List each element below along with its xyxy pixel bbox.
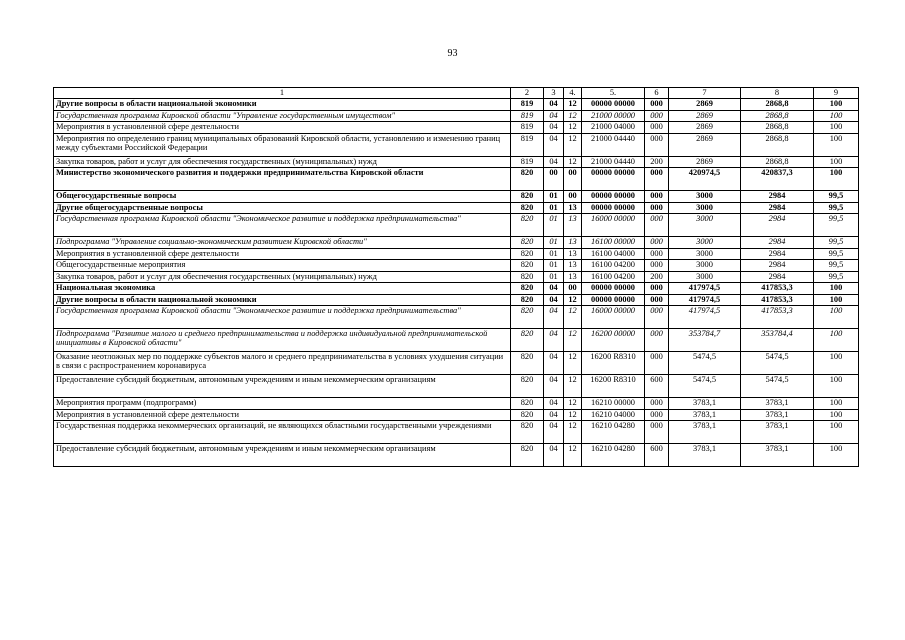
subsection-code-cell: 12 xyxy=(564,133,582,156)
subsection-code-cell: 00 xyxy=(564,191,582,203)
target-article-cell: 16000 00000 xyxy=(582,214,645,237)
actual-amount-cell: 2984 xyxy=(741,248,814,260)
target-article-cell: 00000 00000 xyxy=(582,283,645,295)
percent-cell: 100 xyxy=(814,156,859,168)
row-name-cell: Другие вопросы в области национальной экономики xyxy=(54,99,511,111)
target-article-cell: 00000 00000 xyxy=(582,168,645,191)
table-body xyxy=(54,99,859,467)
ministry-code-cell: 820 xyxy=(511,191,544,203)
expense-type-cell: 000 xyxy=(645,191,669,203)
percent-cell: 100 xyxy=(814,329,859,352)
expense-type-cell: 000 xyxy=(645,260,669,272)
percent-cell: 100 xyxy=(814,283,859,295)
expense-type-cell: 000 xyxy=(645,237,669,249)
actual-amount-cell: 2984 xyxy=(741,260,814,272)
plan-amount-cell: 2869 xyxy=(669,110,741,122)
target-article-cell: 21000 04000 xyxy=(582,122,645,134)
ministry-code-cell: 820 xyxy=(511,168,544,191)
row-name-cell: Мероприятия в установленной сфере деятельности xyxy=(54,409,511,421)
row-name-cell: Общегосударственные вопросы xyxy=(54,191,511,203)
section-code-cell: 01 xyxy=(544,248,564,260)
target-article-cell: 00000 00000 xyxy=(582,191,645,203)
subsection-code-cell: 12 xyxy=(564,156,582,168)
ministry-code-cell: 819 xyxy=(511,110,544,122)
table-row xyxy=(54,375,859,398)
table-row xyxy=(54,99,859,111)
subsection-code-cell: 13 xyxy=(564,260,582,272)
actual-amount-cell: 2984 xyxy=(741,214,814,237)
section-code-cell: 04 xyxy=(544,329,564,352)
table-row xyxy=(54,248,859,260)
actual-amount-cell: 5474,5 xyxy=(741,375,814,398)
row-name-cell: Государственная поддержка некоммерческих организаций, не являющихся областными государственными учреждениями xyxy=(54,421,511,444)
row-name-cell: Общегосударственные мероприятия xyxy=(54,260,511,272)
row-name-cell: Закупка товаров, работ и услуг для обеспечения государственных (муниципальных) нужд xyxy=(54,271,511,283)
table-row xyxy=(54,156,859,168)
section-code-cell: 01 xyxy=(544,260,564,272)
percent-cell: 100 xyxy=(814,398,859,410)
table-row xyxy=(54,168,859,191)
row-name-cell: Предоставление субсидий бюджетным, автономным учреждениям и иным некоммерческим организациям xyxy=(54,375,511,398)
percent-cell: 99,5 xyxy=(814,214,859,237)
column-header: 9 xyxy=(814,88,859,99)
row-name-cell: Другие вопросы в области национальной экономики xyxy=(54,294,511,306)
percent-cell: 100 xyxy=(814,294,859,306)
section-code-cell: 04 xyxy=(544,398,564,410)
ministry-code-cell: 820 xyxy=(511,444,544,467)
plan-amount-cell: 3000 xyxy=(669,202,741,214)
percent-cell: 100 xyxy=(814,409,859,421)
actual-amount-cell: 2984 xyxy=(741,191,814,203)
expense-type-cell: 200 xyxy=(645,271,669,283)
actual-amount-cell: 2984 xyxy=(741,271,814,283)
table-row xyxy=(54,352,859,375)
section-code-cell: 04 xyxy=(544,421,564,444)
subsection-code-cell: 12 xyxy=(564,110,582,122)
expense-type-cell: 000 xyxy=(645,99,669,111)
ministry-code-cell: 820 xyxy=(511,306,544,329)
plan-amount-cell: 2869 xyxy=(669,156,741,168)
subsection-code-cell: 00 xyxy=(564,283,582,295)
plan-amount-cell: 5474,5 xyxy=(669,352,741,375)
actual-amount-cell: 417853,3 xyxy=(741,294,814,306)
section-code-cell: 04 xyxy=(544,306,564,329)
actual-amount-cell: 2868,8 xyxy=(741,110,814,122)
percent-cell: 100 xyxy=(814,133,859,156)
plan-amount-cell: 417974,5 xyxy=(669,294,741,306)
actual-amount-cell: 3783,1 xyxy=(741,398,814,410)
ministry-code-cell: 820 xyxy=(511,237,544,249)
expense-type-cell: 000 xyxy=(645,248,669,260)
table-row xyxy=(54,133,859,156)
subsection-code-cell: 12 xyxy=(564,329,582,352)
ministry-code-cell: 820 xyxy=(511,283,544,295)
actual-amount-cell: 5474,5 xyxy=(741,352,814,375)
table-row xyxy=(54,237,859,249)
section-code-cell: 04 xyxy=(544,133,564,156)
percent-cell: 100 xyxy=(814,306,859,329)
subsection-code-cell: 13 xyxy=(564,202,582,214)
expense-type-cell: 000 xyxy=(645,306,669,329)
actual-amount-cell: 417853,3 xyxy=(741,283,814,295)
ministry-code-cell: 820 xyxy=(511,248,544,260)
plan-amount-cell: 353784,7 xyxy=(669,329,741,352)
expense-type-cell: 200 xyxy=(645,156,669,168)
target-article-cell: 21000 04440 xyxy=(582,133,645,156)
actual-amount-cell: 3783,1 xyxy=(741,409,814,421)
expense-type-cell: 600 xyxy=(645,375,669,398)
budget-table xyxy=(53,87,859,467)
percent-cell: 99,5 xyxy=(814,248,859,260)
actual-amount-cell: 2984 xyxy=(741,237,814,249)
target-article-cell: 16100 04200 xyxy=(582,260,645,272)
table-row xyxy=(54,260,859,272)
ministry-code-cell: 820 xyxy=(511,398,544,410)
row-name-cell: Подпрограмма "Развитие малого и среднего предпринимательства и поддержка индивидуальной предпринимательской инициативы в Кировской области" xyxy=(54,329,511,352)
actual-amount-cell: 353784,4 xyxy=(741,329,814,352)
table-row xyxy=(54,283,859,295)
section-code-cell: 04 xyxy=(544,283,564,295)
table-row xyxy=(54,294,859,306)
ministry-code-cell: 820 xyxy=(511,421,544,444)
target-article-cell: 16210 04000 xyxy=(582,409,645,421)
row-name-cell: Предоставление субсидий бюджетным, автономным учреждениям и иным некоммерческим организациям xyxy=(54,444,511,467)
row-name-cell: Государственная программа Кировской области "Экономическое развитие и поддержка предпринимательства" xyxy=(54,306,511,329)
page-number: 93 xyxy=(447,48,458,59)
expense-type-cell: 000 xyxy=(645,122,669,134)
percent-cell: 99,5 xyxy=(814,260,859,272)
ministry-code-cell: 819 xyxy=(511,99,544,111)
target-article-cell: 00000 00000 xyxy=(582,99,645,111)
column-header: 5. xyxy=(582,88,645,99)
actual-amount-cell: 2868,8 xyxy=(741,156,814,168)
section-code-cell: 04 xyxy=(544,99,564,111)
ministry-code-cell: 820 xyxy=(511,352,544,375)
percent-cell: 100 xyxy=(814,444,859,467)
subsection-code-cell: 13 xyxy=(564,237,582,249)
actual-amount-cell: 417853,3 xyxy=(741,306,814,329)
target-article-cell: 21000 00000 xyxy=(582,110,645,122)
ministry-code-cell: 820 xyxy=(511,271,544,283)
plan-amount-cell: 2869 xyxy=(669,122,741,134)
plan-amount-cell: 3000 xyxy=(669,271,741,283)
plan-amount-cell: 3783,1 xyxy=(669,421,741,444)
section-code-cell: 04 xyxy=(544,444,564,467)
expense-type-cell: 000 xyxy=(645,202,669,214)
expense-type-cell: 000 xyxy=(645,168,669,191)
ministry-code-cell: 820 xyxy=(511,260,544,272)
expense-type-cell: 000 xyxy=(645,214,669,237)
target-article-cell: 16210 00000 xyxy=(582,398,645,410)
column-header: 8 xyxy=(741,88,814,99)
subsection-code-cell: 12 xyxy=(564,352,582,375)
table-row xyxy=(54,271,859,283)
subsection-code-cell: 12 xyxy=(564,294,582,306)
expense-type-cell: 000 xyxy=(645,398,669,410)
target-article-cell: 16210 04280 xyxy=(582,421,645,444)
expense-type-cell: 000 xyxy=(645,110,669,122)
actual-amount-cell: 2984 xyxy=(741,202,814,214)
target-article-cell: 16100 04200 xyxy=(582,271,645,283)
expense-type-cell: 000 xyxy=(645,283,669,295)
ministry-code-cell: 820 xyxy=(511,409,544,421)
ministry-code-cell: 819 xyxy=(511,156,544,168)
row-name-cell: Мероприятия в установленной сфере деятельности xyxy=(54,248,511,260)
target-article-cell: 16200 R8310 xyxy=(582,375,645,398)
subsection-code-cell: 00 xyxy=(564,168,582,191)
table-row xyxy=(54,409,859,421)
column-header: 1 xyxy=(54,88,511,99)
plan-amount-cell: 3000 xyxy=(669,248,741,260)
ministry-code-cell: 820 xyxy=(511,329,544,352)
subsection-code-cell: 12 xyxy=(564,409,582,421)
actual-amount-cell: 3783,1 xyxy=(741,444,814,467)
ministry-code-cell: 820 xyxy=(511,214,544,237)
ministry-code-cell: 820 xyxy=(511,375,544,398)
section-code-cell: 01 xyxy=(544,214,564,237)
table-row xyxy=(54,122,859,134)
row-name-cell: Министерство экономического развития и поддержки предпринимательства Кировской области xyxy=(54,168,511,191)
plan-amount-cell: 417974,5 xyxy=(669,306,741,329)
plan-amount-cell: 3000 xyxy=(669,260,741,272)
target-article-cell: 16000 00000 xyxy=(582,306,645,329)
plan-amount-cell: 3000 xyxy=(669,191,741,203)
expense-type-cell: 000 xyxy=(645,409,669,421)
expense-type-cell: 000 xyxy=(645,133,669,156)
plan-amount-cell: 420974,5 xyxy=(669,168,741,191)
section-code-cell: 04 xyxy=(544,294,564,306)
plan-amount-cell: 2869 xyxy=(669,133,741,156)
row-name-cell: Другие общегосударственные вопросы xyxy=(54,202,511,214)
plan-amount-cell: 3000 xyxy=(669,214,741,237)
section-code-cell: 00 xyxy=(544,168,564,191)
expense-type-cell: 600 xyxy=(645,444,669,467)
subsection-code-cell: 13 xyxy=(564,248,582,260)
row-name-cell: Подпрограмма "Управление социально-экономическим развитием Кировской области" xyxy=(54,237,511,249)
column-header: 4. xyxy=(564,88,582,99)
plan-amount-cell: 417974,5 xyxy=(669,283,741,295)
table-row xyxy=(54,214,859,237)
target-article-cell: 16200 00000 xyxy=(582,329,645,352)
subsection-code-cell: 12 xyxy=(564,398,582,410)
row-name-cell: Национальная экономика xyxy=(54,283,511,295)
actual-amount-cell: 2868,8 xyxy=(741,122,814,134)
section-code-cell: 04 xyxy=(544,375,564,398)
row-name-cell: Мероприятия по определению границ муниципальных образований Кировской области, установлению и изменению границ между субъектами Российской Федерации xyxy=(54,133,511,156)
plan-amount-cell: 5474,5 xyxy=(669,375,741,398)
table-row xyxy=(54,329,859,352)
column-header: 7 xyxy=(669,88,741,99)
percent-cell: 99,5 xyxy=(814,202,859,214)
target-article-cell: 16210 04280 xyxy=(582,444,645,467)
table-row xyxy=(54,444,859,467)
ministry-code-cell: 819 xyxy=(511,122,544,134)
percent-cell: 100 xyxy=(814,352,859,375)
target-article-cell: 16100 04000 xyxy=(582,248,645,260)
row-name-cell: Государственная программа Кировской области "Экономическое развитие и поддержка предпринимательства" xyxy=(54,214,511,237)
subsection-code-cell: 12 xyxy=(564,306,582,329)
table-row xyxy=(54,110,859,122)
plan-amount-cell: 3783,1 xyxy=(669,409,741,421)
ministry-code-cell: 820 xyxy=(511,202,544,214)
section-code-cell: 01 xyxy=(544,191,564,203)
target-article-cell: 00000 00000 xyxy=(582,202,645,214)
plan-amount-cell: 3000 xyxy=(669,237,741,249)
actual-amount-cell: 3783,1 xyxy=(741,421,814,444)
column-header: 2 xyxy=(511,88,544,99)
percent-cell: 99,5 xyxy=(814,237,859,249)
actual-amount-cell: 420837,3 xyxy=(741,168,814,191)
actual-amount-cell: 2868,8 xyxy=(741,133,814,156)
section-code-cell: 01 xyxy=(544,271,564,283)
percent-cell: 100 xyxy=(814,375,859,398)
row-name-cell: Закупка товаров, работ и услуг для обеспечения государственных (муниципальных) нужд xyxy=(54,156,511,168)
section-code-cell: 01 xyxy=(544,237,564,249)
header-row xyxy=(54,88,859,99)
subsection-code-cell: 13 xyxy=(564,214,582,237)
expense-type-cell: 000 xyxy=(645,421,669,444)
target-article-cell: 16200 R8310 xyxy=(582,352,645,375)
plan-amount-cell: 3783,1 xyxy=(669,444,741,467)
percent-cell: 100 xyxy=(814,122,859,134)
row-name-cell: Оказание неотложных мер по поддержке субъектов малого и среднего предпринимательства в условиях ухудшения ситуации в связи с распространением коронавируса xyxy=(54,352,511,375)
column-header: 3 xyxy=(544,88,564,99)
plan-amount-cell: 2869 xyxy=(669,99,741,111)
percent-cell: 100 xyxy=(814,168,859,191)
subsection-code-cell: 12 xyxy=(564,99,582,111)
table-row xyxy=(54,202,859,214)
section-code-cell: 01 xyxy=(544,202,564,214)
percent-cell: 100 xyxy=(814,421,859,444)
ministry-code-cell: 820 xyxy=(511,294,544,306)
section-code-cell: 04 xyxy=(544,110,564,122)
expense-type-cell: 000 xyxy=(645,352,669,375)
row-name-cell: Мероприятия в установленной сфере деятельности xyxy=(54,122,511,134)
target-article-cell: 21000 04440 xyxy=(582,156,645,168)
table-row xyxy=(54,191,859,203)
plan-amount-cell: 3783,1 xyxy=(669,398,741,410)
column-header: 6 xyxy=(645,88,669,99)
section-code-cell: 04 xyxy=(544,122,564,134)
expense-type-cell: 000 xyxy=(645,329,669,352)
row-name-cell: Мероприятия программ (подпрограмм) xyxy=(54,398,511,410)
percent-cell: 100 xyxy=(814,110,859,122)
table-row xyxy=(54,398,859,410)
subsection-code-cell: 13 xyxy=(564,271,582,283)
table-row xyxy=(54,421,859,444)
target-article-cell: 16100 00000 xyxy=(582,237,645,249)
subsection-code-cell: 12 xyxy=(564,421,582,444)
actual-amount-cell: 2868,8 xyxy=(741,99,814,111)
section-code-cell: 04 xyxy=(544,409,564,421)
percent-cell: 100 xyxy=(814,99,859,111)
percent-cell: 99,5 xyxy=(814,271,859,283)
percent-cell: 99,5 xyxy=(814,191,859,203)
expense-type-cell: 000 xyxy=(645,294,669,306)
subsection-code-cell: 12 xyxy=(564,122,582,134)
section-code-cell: 04 xyxy=(544,156,564,168)
target-article-cell: 00000 00000 xyxy=(582,294,645,306)
ministry-code-cell: 819 xyxy=(511,133,544,156)
section-code-cell: 04 xyxy=(544,352,564,375)
subsection-code-cell: 12 xyxy=(564,375,582,398)
table-row xyxy=(54,306,859,329)
row-name-cell: Государственная программа Кировской области "Управление государственным имуществом" xyxy=(54,110,511,122)
subsection-code-cell: 12 xyxy=(564,444,582,467)
